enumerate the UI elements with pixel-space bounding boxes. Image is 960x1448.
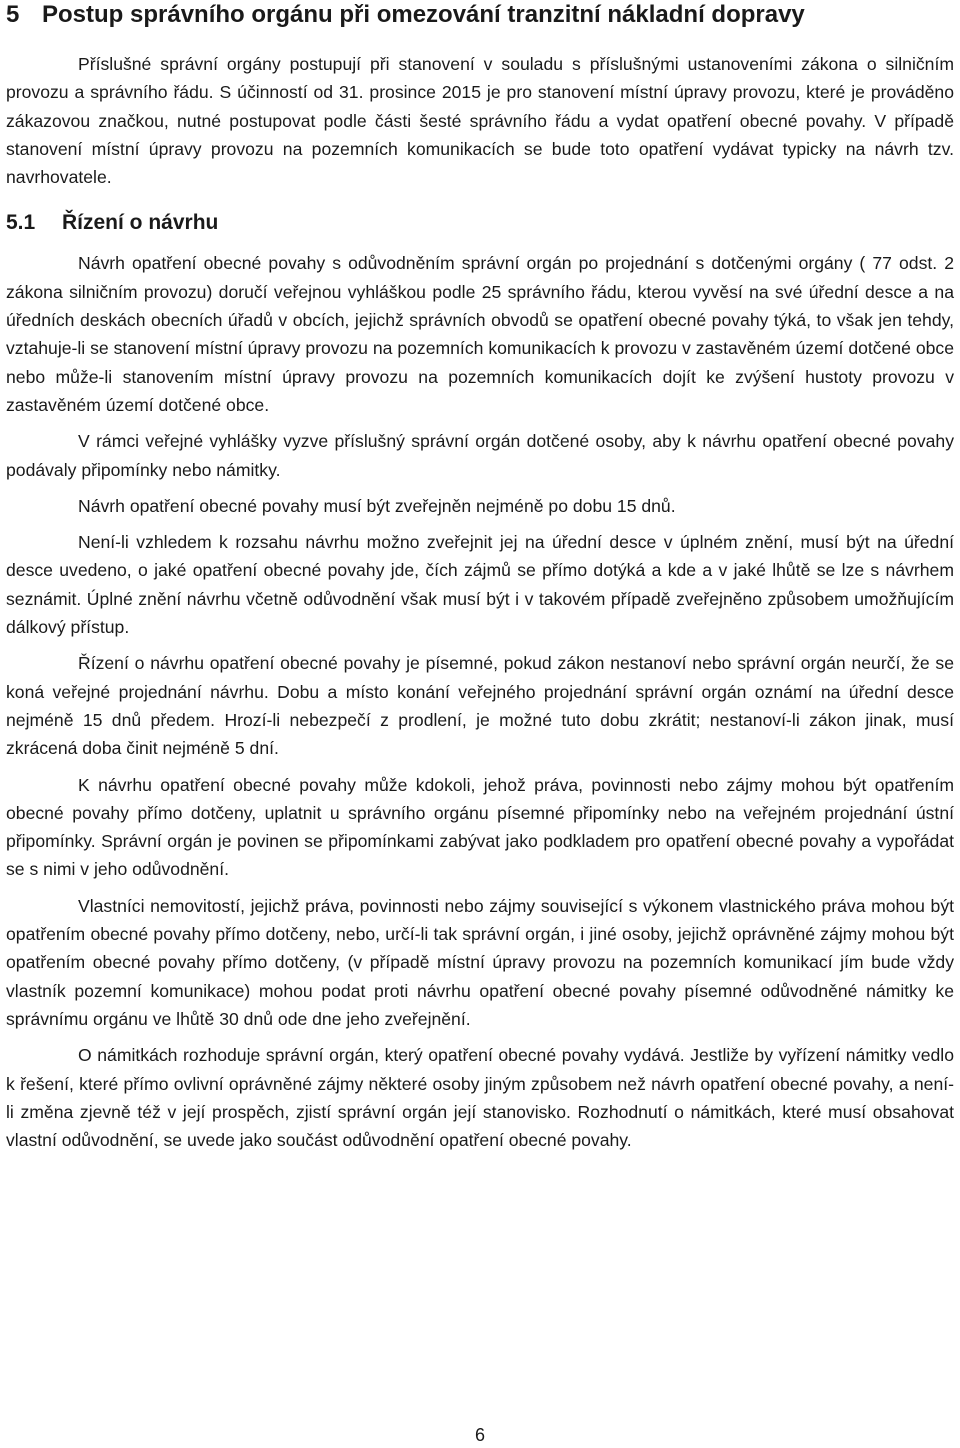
subsection-number: 5.1 <box>6 211 36 235</box>
page-number: 6 <box>474 1425 485 1445</box>
paragraph-objection-decisions: O námitkách rozhoduje správní orgán, který opatření obecné povahy vydává. Jestliže by vyřízení námitky vedlo k řešení, které přímo ovlivní oprávněné zájmy některé osoby jiným způsobem než návrh opatření obecné povahy, a není-li změna zjevně též v její prospěch, zjistí správní orgán její stanovisko. Rozhodnutí o námitkách, které musí obsahovat vlastní odůvodnění, se uvede jako součást odůvodnění opatření obecné povahy. <box>6 1045 954 1151</box>
paragraph-publication-period: Návrh opatření obecné povahy musí být zveřejněn nejméně po dobu 15 dnů. <box>78 495 676 516</box>
document-body <box>6 50 954 1154</box>
paragraph-objections: Vlastníci nemovitostí, jejichž práva, povinnosti nebo zájmy související s výkonem vlastnického práva mohou být opatřením obecné povahy přímo dotčeny, nebo, určí-li tak správní orgán, i jiné osoby, jejichž oprávněné zájmy mohou být opatřením obecné povahy přímo dotčeny, (v případě místní úpravy provozu na pozemních komunikací jím bude vždy vlastník pozemní komunikace) mohou podat proti návrhu opatření obecné povahy písemné odůvodněné námitky ke správnímu orgánu ve lhůtě 30 dnů ode dne jeho zveřejnění. <box>6 895 954 1029</box>
section-number: 5 <box>6 1 20 28</box>
subsection-heading <box>6 209 954 237</box>
section-title: Postup správního orgánu při omezování tranzitní nákladní dopravy <box>42 1 805 28</box>
paragraph-partial-publication: Není-li vzhledem k rozsahu návrhu možno zveřejnit jej na úřední desce v úplném znění, musí být na úřední desce uvedeno, o jaké opatření obecné povahy jde, čích zájmů se přímo dotýká a kde a v jaké lhůtě se lze s návrhem seznámit. Úplné znění návrhu včetně odůvodnění však musí být i v takovém případě zveřejněno způsobem umožňujícím dálkový přístup. <box>6 532 954 638</box>
intro-paragraph: Příslušné správní orgány postupují při stanovení v souladu s příslušnými ustanoveními zákona o silničním provozu a správního řádu. S účinností od 31. prosince 2015 je pro stanovení místní úpravy provozu, které je prováděno zákazovou značkou, nutné postupovat podle části šesté správního řádu a vydat opatření obecné povahy. V případě stanovení místní úpravy provozu na pozemních komunikacích se bude toto opatření vydávat typicky na návrh tzv. navrhovatele. <box>6 54 954 188</box>
subsection-title: Řízení o návrhu <box>62 211 219 235</box>
section-heading <box>6 0 805 30</box>
paragraph-publication: Návrh opatření obecné povahy s odůvodněním správní orgán po projednání s dotčenými orgány ( 77 odst. 2 zákona silničním provozu) doručí veřejnou vyhláškou podle 25 správního řádu, kterou vyvěsí na své úřední desce a na úředních deskách obecních úřadů v obcích, jejichž správních obvodů se opatření obecné povahy týká, to však jen tehdy, vztahuje-li se stanovení místní úpravy provozu na pozemních komunikacích k provozu v zastavěném území dotčené obce nebo může-li stanovením místní úpravy provozu na pozemních komunikacích dojít ke zvýšení hustoty provozu v zastavěném území dotčené obce. <box>6 253 954 415</box>
paragraph-comments: K návrhu opatření obecné povahy může kdokoli, jehož práva, povinnosti nebo zájmy mohou být opatřením obecné povahy přímo dotčeny, uplatnit u správního orgánu písemné připomínky nebo na veřejném projednání ústní připomínky. Správní orgán je povinen se připomínkami zabývat jako podkladem pro opatření obecné povahy a vypořádat se s nimi v jeho odůvodnění. <box>6 774 954 880</box>
paragraph-written-procedure: Řízení o návrhu opatření obecné povahy je písemné, pokud zákon nestanoví nebo správní orgán neurčí, že se koná veřejné projednání návrhu. Dobu a místo konání veřejného projednání správní orgán oznámí na úřední desce nejméně 15 dnů předem. Hrozí-li nebezpečí z prodlení, je možné tuto dobu zkrátit; nestanoví-li zákon jinak, musí zkrácená doba činit nejméně 5 dní. <box>6 653 954 759</box>
paragraph-comments-invitation: V rámci veřejné vyhlášky vyzve příslušný správní orgán dotčené osoby, aby k návrhu opatření obecné povahy podávaly připomínky nebo námitky. <box>6 431 954 480</box>
